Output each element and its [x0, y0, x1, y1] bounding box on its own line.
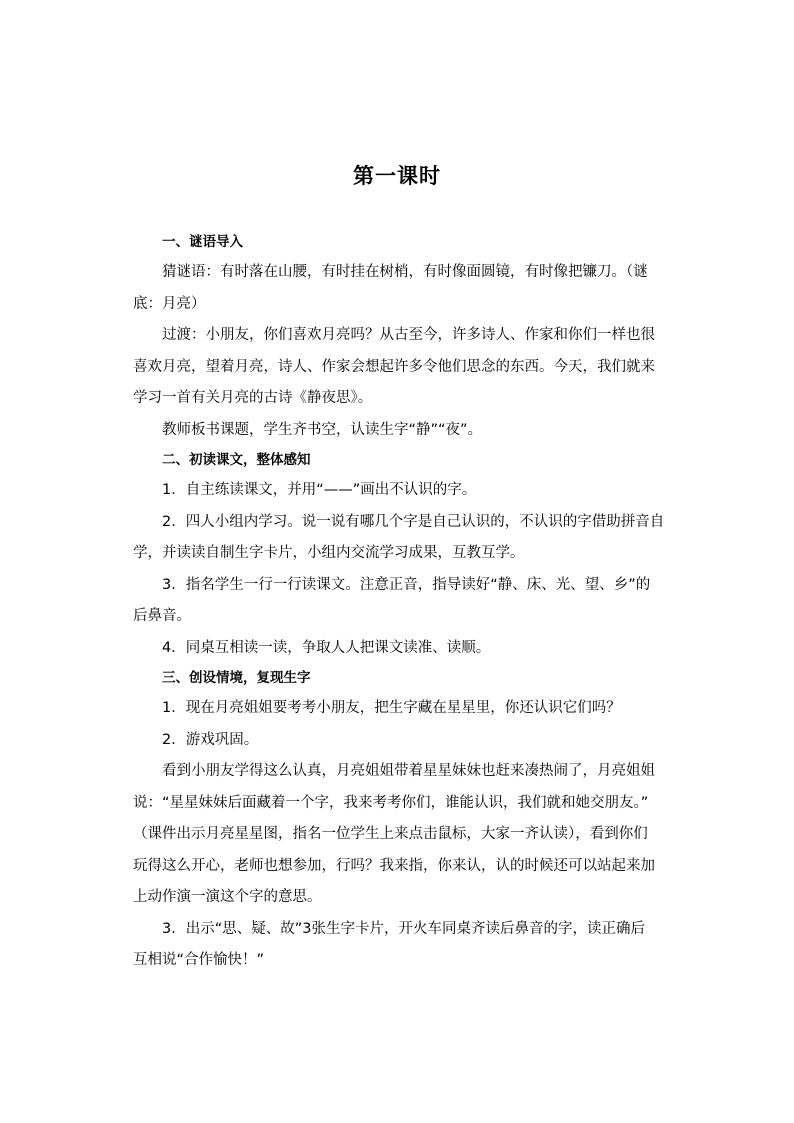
paragraph-game-line-3: （课件出示月亮星星图，指名一位学生上来点击鼠标，大家一齐认读），看到你们 [133, 826, 648, 842]
paragraph-transition-line-2: 喜欢月亮，望着月亮，诗人、作家会想起许多令他们思念的东西。今天，我们就来 [133, 358, 655, 375]
paragraph-transition-line-3: 学习一首有关月亮的古诗《静夜思》。 [133, 390, 373, 406]
section-heading-3: 三、创设情境，复现生字 [162, 670, 311, 686]
paragraph-game-line-4: 玩得这么开心，老师也想参加，行吗？我来指，你来认，认的时候还可以站起来加 [133, 857, 655, 874]
section-heading-1: 一、谜语导入 [162, 234, 243, 250]
list-item-3-1: 1．现在月亮姐姐要考考小朋友，把生字藏在星星里，你还认识它们吗？ [162, 700, 621, 716]
section-heading-2: 二、初读课文，整体感知 [162, 452, 311, 468]
document-body [133, 228, 665, 977]
paragraph-riddle-line-2: 底：月亮） [133, 295, 206, 312]
list-item-2-2-line-1: 2．四人小组内学习。说一说有哪几个字是自己认识的，不认识的字借助拼音自 [162, 513, 665, 530]
paragraph-riddle-line-1: 猜谜语：有时落在山腰，有时挂在树梢，有时像面圆镜，有时像把镰刀。（谜 [162, 264, 648, 280]
list-item-3-2: 2．游戏巩固。 [162, 731, 259, 748]
list-item-3-3-line-1: 3．出示“思、疑、故”3张生字卡片，开火车同桌齐读后鼻音的字，读正确后 [162, 920, 645, 937]
paragraph-board-title: 教师板书课题，学生齐书空，认读生字“静”“夜”。 [162, 421, 483, 438]
paragraph-game-line-1: 看到小朋友学得这么认真，月亮姐姐带着星星妹妹也赶来凑热闹了，月亮姐姐 [162, 763, 655, 779]
page-title: 第一课时 [353, 163, 441, 188]
list-item-2-3-line-1: 3．指名学生一行一行读课文。注意正音，指导读好“静、床、光、望、乡”的 [162, 576, 651, 593]
list-item-2-1: 1．自主练读课文，并用“——”画出不认识的字。 [162, 482, 477, 498]
paragraph-game-line-2: 说：“星星妹妹后面藏着一个字，我来考考你们，谁能认识，我们就和她交朋友。” [133, 794, 649, 811]
list-item-2-4: 4．同桌互相读一读，争取人人把课文读准、读顺。 [162, 639, 491, 656]
list-item-2-2-line-2: 学，并读读自制生字卡片，小组内交流学习成果，互教互学。 [133, 545, 525, 561]
paragraph-game-line-5: 上动作演一演这个字的意思。 [133, 889, 322, 905]
paragraph-transition-line-1: 过渡：小朋友，你们喜欢月亮吗？从古至今，许多诗人、作家和你们一样也很 [162, 327, 655, 343]
list-item-3-3-line-2: 互相说“合作愉快！” [133, 952, 265, 968]
list-item-2-3-line-2: 后鼻音。 [133, 608, 191, 624]
